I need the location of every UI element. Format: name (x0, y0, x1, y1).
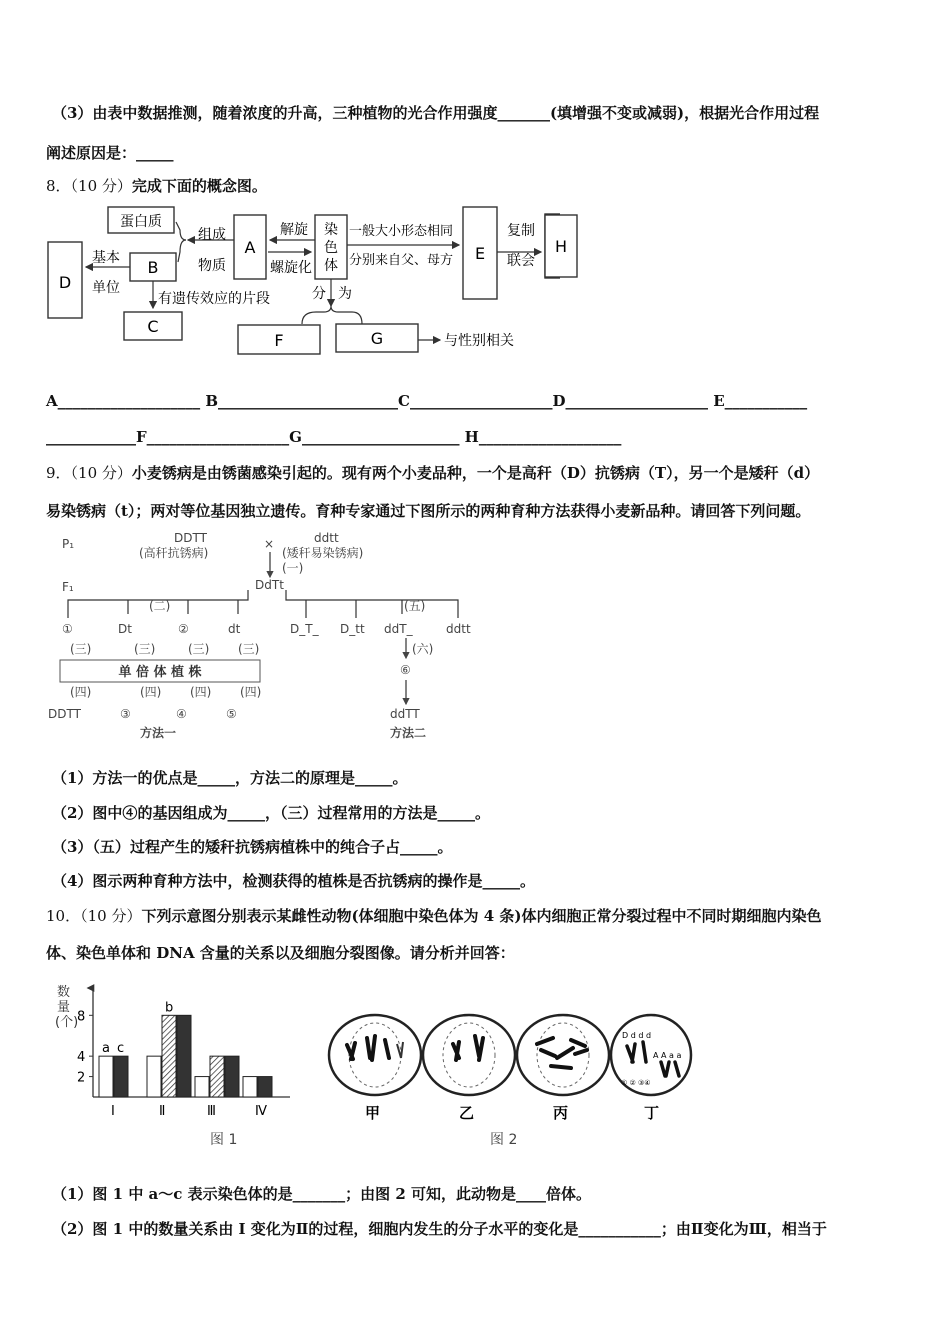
bar-b-2 (162, 1015, 176, 1097)
y-label-3: (个) (55, 1015, 79, 1030)
y-tick-label: 2 (77, 1070, 86, 1086)
cell-label-yi: 乙 (459, 1104, 475, 1122)
label-danwei: 单位 (92, 280, 120, 296)
series-label-c: c (117, 1041, 125, 1057)
ding-numbers: ① ② ③④ (621, 1079, 651, 1087)
question-number: 9． (46, 464, 71, 482)
step-1: (一) (282, 561, 304, 575)
question-text: 完成下面的概念图。 (131, 177, 267, 195)
parent2-genotype: ddtt (314, 531, 339, 545)
q10-sub2: （2）图 1 中的数量关系由 I 变化为Ⅱ的过程，细胞内发生的分子水平的变化是___________；由Ⅱ变化为Ⅲ，相当于 (52, 1220, 827, 1238)
x-category-label: Ⅰ (111, 1104, 115, 1119)
parent1-genotype: DDTT (174, 531, 207, 545)
x-categories (111, 1104, 267, 1119)
q8-answers-line1: A___________________ B________________________C___________________D___________________ E___________ (46, 392, 808, 410)
q9-sub2: （2）图中④的基因组成为_____，（三）过程常用的方法是_____。 (52, 804, 490, 822)
y-label-1: 数 (57, 985, 71, 1000)
question-text: 下列示意图分别表示某雌性动物(体细胞中染色体为 4 条)体内细胞正常分裂过程中不同时期细胞内染色 (141, 907, 822, 925)
q9-stem-line1 (46, 462, 819, 483)
n6: ⑥ (400, 663, 411, 677)
label-luoxuanhua: 螺旋化 (270, 260, 312, 276)
bar-c-1 (114, 1056, 128, 1097)
gamete-4: dt (228, 622, 241, 636)
question-number: 8． (46, 177, 71, 195)
question-number: 10． (46, 907, 81, 925)
node-H-box (544, 214, 580, 280)
bar-c-3 (225, 1056, 239, 1097)
node-H-label: H (554, 237, 568, 256)
q7-sub3-line1: （3）由表中数据推测，随着浓度的升高，三种植物的光合作用强度_______(填增强不变或减弱)，根据光合作用过程 (52, 104, 820, 122)
node-E-label: E (474, 244, 486, 263)
bar-c-2 (177, 1015, 191, 1097)
y-tick-label: 8 (77, 1009, 86, 1025)
method-2-label: 方法二 (390, 726, 427, 740)
ding-labels-right: A A a a (653, 1051, 682, 1060)
cell-label-jia: 甲 (365, 1104, 381, 1122)
gamete-1: ① (62, 622, 73, 636)
cross-symbol: × (264, 537, 275, 551)
F1-genotype: DdTt (255, 578, 284, 592)
label-P1: P₁ (62, 537, 75, 551)
node-D-label: D (58, 273, 72, 292)
x-category-label: Ⅲ (207, 1104, 216, 1119)
result-2: ③ (120, 707, 131, 721)
chromosome-char-3: 体 (324, 258, 338, 274)
bar-a-4 (243, 1077, 257, 1097)
node-protein-label: 蛋白质 (120, 214, 162, 230)
step-3-b: (三) (134, 642, 156, 656)
step-4-d: (四) (240, 685, 262, 699)
haploid-label: 单 倍 体 植 株 (118, 665, 202, 680)
q8-answers-line2: ____________F___________________G_____________________ H___________________ (46, 428, 622, 446)
step-3-a: (三) (70, 642, 92, 656)
y-label-2: 量 (57, 1000, 71, 1015)
f2-4: ddtt (446, 622, 471, 636)
q8-stem (46, 175, 267, 196)
q10-stem-line2: 体、染色单体和 DNA 含量的关系以及细胞分裂图像。请分析并回答： (46, 944, 515, 962)
figure-1-title: 图 1 (210, 1132, 238, 1148)
step-4-b: (四) (140, 685, 162, 699)
q9-sub1: （1）方法一的优点是_____，方法二的原理是_____。 (52, 769, 408, 787)
figure-2-title: 图 2 (490, 1132, 518, 1148)
step-6: (六) (412, 642, 434, 656)
x-category-label: Ⅱ (159, 1104, 166, 1119)
parent1-desc: (高秆抗锈病) (139, 546, 209, 560)
result-1: DDTT (48, 707, 81, 721)
question-text: 小麦锈病是由锈菌感染引起的。现有两个小麦品种，一个是高秆（D）抗锈病（T），另一个是矮秆（d） (131, 464, 820, 482)
label-fuzhi: 复制 (507, 223, 535, 239)
brace-F-G (302, 306, 362, 324)
breeding-diagram (44, 530, 494, 745)
chromosome-char-1: 染 (324, 222, 338, 238)
result-4: ⑤ (226, 707, 237, 721)
cell-label-ding: 丁 (644, 1104, 660, 1122)
step-3-c: (三) (188, 642, 210, 656)
f2-3: ddT_ (384, 622, 413, 636)
chromosome-char-2: 色 (324, 240, 338, 256)
question-points: （10 分） (70, 464, 132, 482)
figure-2-cells (325, 1010, 700, 1150)
q9-sub3: （3）（五）过程产生的矮秆抗锈病植株中的纯合子占_____。 (52, 838, 453, 856)
node-G-label: G (370, 329, 384, 348)
series-label-b: b (165, 1000, 174, 1016)
label-from-parents: 分别来自父、母方 (349, 253, 454, 268)
parent2-desc: (矮秆易染锈病) (282, 546, 364, 560)
bar-a-1 (99, 1056, 113, 1097)
cell-jia (329, 1015, 421, 1122)
label-jiexuan: 解旋 (280, 222, 308, 238)
cell-label-bing: 丙 (553, 1104, 569, 1122)
label-jiben: 基本 (92, 250, 120, 266)
node-F-label: F (274, 331, 284, 350)
x-category-label: Ⅳ (255, 1104, 267, 1119)
question-points: （10 分） (80, 907, 142, 925)
f2-1: D_T_ (290, 622, 319, 636)
node-A-label: A (244, 238, 256, 257)
q10-sub1: （1）图 1 中 a～c 表示染色体的是_______；由图 2 可知，此动物是____倍体。 (52, 1185, 591, 1203)
gamete-2: Dt (118, 622, 132, 636)
label-wei: 为 (338, 286, 352, 302)
y-tick-label: 4 (77, 1050, 86, 1066)
label-fen: 分 (312, 286, 326, 302)
q9-sub4: （4）图示两种育种方法中，检测获得的植株是否抗锈病的操作是_____。 (52, 872, 535, 890)
method-1-label: 方法一 (140, 726, 177, 740)
label-effect-fragment: 有遗传效应的片段 (158, 291, 270, 307)
figure-1-bar-chart (55, 982, 305, 1152)
label-lianhui: 联会 (507, 253, 535, 269)
step-4-a: (四) (70, 685, 92, 699)
bars (99, 1000, 272, 1097)
label-zucheng: 组成 (198, 227, 226, 243)
gamete-3: ② (178, 622, 189, 636)
step-2: (二) (149, 599, 171, 613)
node-C-label: C (147, 317, 159, 336)
question-points: （10 分） (70, 177, 132, 195)
label-sex-related: 与性别相关 (444, 333, 514, 349)
brace-bottom (178, 240, 186, 262)
bar-b-3 (210, 1056, 224, 1097)
branch-method2-ticks (306, 600, 402, 618)
node-B-label: B (147, 258, 159, 277)
bar-a-2 (147, 1056, 161, 1097)
concept-map-diagram (40, 200, 560, 365)
q7-sub3-line2: 阐述原因是：_____ (46, 144, 174, 162)
step-3-d: (三) (238, 642, 260, 656)
series-label-a: a (102, 1041, 110, 1057)
q9-stem-line2: 易染锈病（t）；两对等位基因独立遗传。育种专家通过下图所示的两种育种方法获得小麦新品种。请回答下列问题。 (46, 502, 811, 520)
f2-2: D_tt (340, 622, 365, 636)
label-F1: F₁ (62, 580, 74, 594)
step-5: (五) (404, 599, 426, 613)
brace-top (176, 222, 186, 240)
bar-a-3 (195, 1077, 209, 1097)
step-4-c: (四) (190, 685, 212, 699)
final-genotype: ddTT (390, 707, 420, 721)
cell-bing (517, 1015, 609, 1122)
result-3: ④ (176, 707, 187, 721)
cell-yi (423, 1015, 515, 1122)
cell-ding (611, 1015, 691, 1122)
label-same-shape: 一般大小形态相同 (349, 224, 454, 239)
y-ticks (77, 1009, 93, 1085)
branch-method1-ticks (128, 600, 238, 614)
ding-labels-left: D d d d (622, 1031, 652, 1040)
branch-method2 (286, 590, 458, 618)
bar-c-4 (258, 1077, 272, 1097)
q10-stem-line1 (46, 905, 822, 926)
label-wuzhi: 物质 (198, 258, 226, 274)
